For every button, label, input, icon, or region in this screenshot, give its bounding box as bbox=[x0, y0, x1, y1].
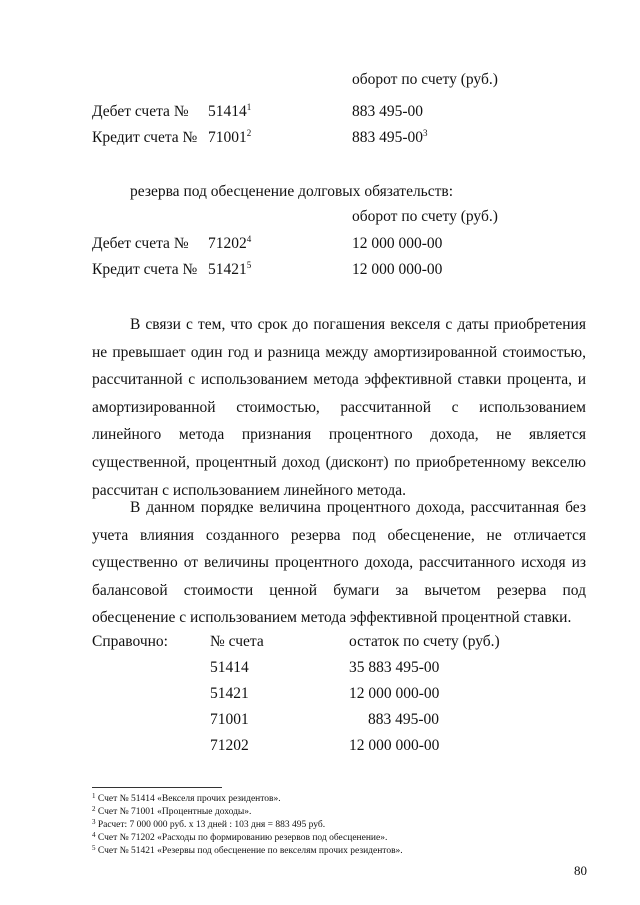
reserve-intro: резерва под обесценение долговых обязательств: bbox=[130, 183, 454, 200]
footnote-ref: 5 bbox=[246, 260, 252, 270]
debit-account-1: 51414$^1$ bbox=[208, 102, 252, 120]
reference-account: 71202 bbox=[210, 737, 249, 754]
footnote: $^5$ Счет № 51421 «Резервы под обесценение по векселям прочих резидентов». bbox=[92, 844, 403, 856]
turnover-header-2: оборот по счету (руб.) bbox=[352, 208, 498, 225]
reference-balance: 35 883 495-00 bbox=[349, 659, 440, 676]
credit-account-2: 51421$^5$ bbox=[208, 260, 252, 278]
debit-label-2: Дебет счета № bbox=[92, 235, 189, 252]
paragraph-2: В данном порядке величина процентного дохода, рассчитанная без учета влияния созданного резерва под обесценение, не отличается существенно от величины процентного дохода, рассчитанного исходя из балансовой стоимости ценной бумаги за вычетом резерва под обесценение с использованием метода эффективной процентной ставки. bbox=[92, 499, 586, 627]
page-number: 80 bbox=[574, 863, 587, 878]
footnote-ref: 2 bbox=[246, 128, 252, 138]
footnote-ref: 4 bbox=[246, 234, 252, 244]
footnote-ref: 1 bbox=[246, 102, 252, 112]
footnote: $^3$ Расчет: 7 000 000 руб. х 13 дней : 103 дня = 883 495 руб. bbox=[92, 818, 326, 830]
credit-amount-2: 12 000 000-00 bbox=[352, 261, 443, 278]
reference-account: 51414 bbox=[210, 659, 249, 676]
debit-account-2: 71202$^4$ bbox=[208, 234, 252, 252]
reference-balance-header: остаток по счету (руб.) bbox=[349, 633, 500, 650]
turnover-header-1: оборот по счету (руб.) bbox=[352, 71, 498, 88]
debit-amount-2: 12 000 000-00 bbox=[352, 235, 443, 252]
credit-amount-1: 883 $495-00^3$ bbox=[352, 128, 428, 146]
reference-account: 71001 bbox=[210, 711, 249, 728]
reference-balance: 883 495-00 bbox=[367, 711, 439, 728]
reference-balance: 12 000 000-00 bbox=[349, 737, 440, 754]
reference-balance: 12 000 000-00 bbox=[349, 685, 440, 702]
debit-label-1: Дебет счета № bbox=[92, 103, 189, 120]
credit-label-2: Кредит счета № bbox=[92, 261, 198, 278]
credit-label-1: Кредит счета № bbox=[92, 129, 198, 146]
reference-account: 51421 bbox=[210, 685, 249, 702]
footnote: $^1$ Счет № 51414 «Векселя прочих резидентов». bbox=[92, 792, 281, 804]
debit-amount-1: 883 495-00 bbox=[352, 103, 424, 120]
reference-account-header: № счета bbox=[210, 633, 264, 650]
paragraph-1: В связи с тем, что срок до погашения векселя с даты приобретения не превышает один год и разница между амортизированной стоимостью, рассчитанной с использованием метода эффективной ставки процента, и амортизированной стоимостью, рассчитанной с использованием линейного метода признания процентного дохода, не является существенной, процентный доход (дисконт) по приобретенному векселю рассчитан с использованием линейного метода. bbox=[92, 316, 586, 499]
footnote: $^2$ Счет № 71001 «Процентные доходы». bbox=[92, 805, 252, 817]
footnote-separator bbox=[92, 787, 222, 788]
reference-label: Справочно: bbox=[92, 633, 168, 650]
footnote-ref: 3 bbox=[423, 128, 428, 138]
footnote: $^4$ Счет № 71202 «Расходы по формированию резервов под обесценение». bbox=[92, 831, 388, 843]
credit-account-1: 71001$^2$ bbox=[208, 128, 252, 146]
